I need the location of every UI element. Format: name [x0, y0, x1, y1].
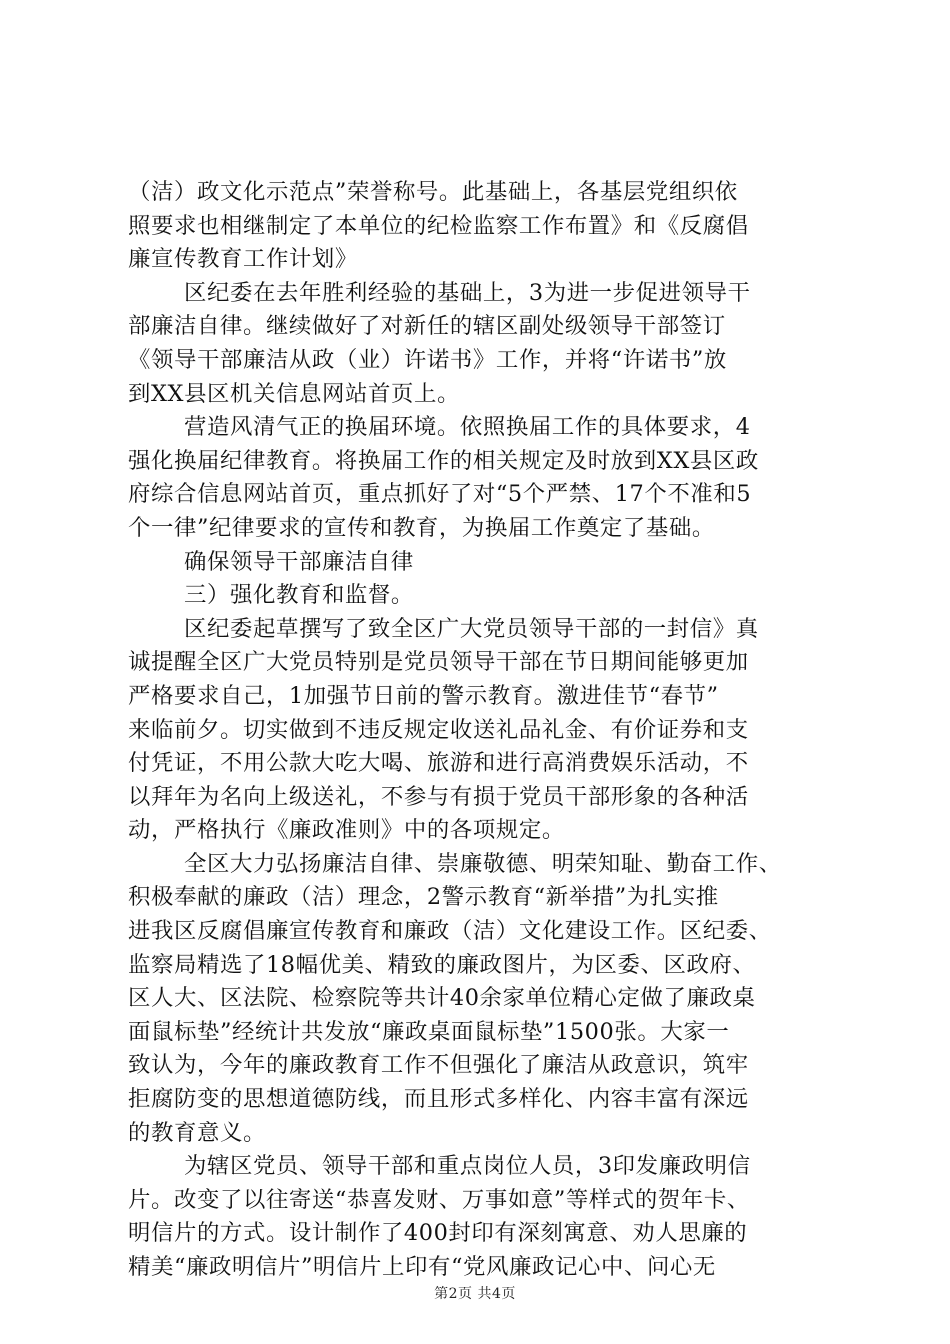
text-line: 区纪委在去年胜利经验的基础上，3为进一步促进领导干: [184, 279, 751, 306]
text-line: 积极奉献的廉政（洁）理念，2警示教育“新举措”为扎实推: [128, 884, 719, 911]
text-line: 明信片的方式。设计制作了400封印有深刻寓意、劝人思廉的: [128, 1220, 748, 1247]
text-line: 片。改变了以往寄送“恭喜发财、万事如意”等样式的贺年卡、: [128, 1186, 750, 1213]
text-line: （洁）政文化示范点”荣誉称号。此基础上，各基层党组织依: [128, 179, 738, 205]
text-line: 确保领导干部廉洁自律: [184, 548, 414, 575]
text-line: 拒腐防变的思想道德防线，而且形式多样化、内容丰富有深远: [128, 1086, 749, 1113]
document-body: [128, 176, 828, 1285]
text-line: 区纪委起草撰写了致全区广大党员领导干部的一封信》真: [184, 615, 759, 642]
text-line: 到XX县区机关信息网站首页上。: [128, 380, 460, 407]
text-line: 全区大力弘扬廉洁自律、崇廉敬德、明荣知耻、勤奋工作、: [184, 850, 782, 877]
text-line: 精美“廉政明信片”明信片上印有“党风廉政记心中、问心无: [128, 1254, 716, 1280]
text-line: 《领导干部廉洁从政（业）许诺书》工作，并将“许诺书”放: [128, 346, 727, 373]
text-line: 付凭证，不用公款大吃大喝、旅游和进行高消费娱乐活动，不: [128, 750, 749, 777]
text-line: 为辖区党员、领导干部和重点岗位人员，3印发廉政明信: [184, 1153, 751, 1180]
text-line: 区人大、区法院、检察院等共计40余家单位精心定做了廉政桌: [128, 985, 756, 1012]
text-line: 诚提醒全区广大党员特别是党员领导干部在节日期间能够更加: [128, 649, 749, 676]
text-line: 监察局精选了18幅优美、精致的廉政图片，为区委、区政府、: [128, 951, 756, 978]
text-line: 部廉洁自律。继续做好了对新任的辖区副处级领导干部签订: [128, 313, 726, 340]
text-line: 照要求也相继制定了本单位的纪检监察工作布置》和《反腐倡: [128, 212, 749, 239]
text-line: 廉宣传教育工作计划》: [128, 246, 358, 273]
text-line: 的教育意义。: [128, 1119, 266, 1146]
text-line: 以拜年为名向上级送礼，不参与有损于党员干部形象的各种活: [128, 783, 749, 810]
text-line: 面鼠标垫”经统计共发放“廉政桌面鼠标垫”1500张。大家一: [128, 1018, 730, 1045]
text-line: 动，严格执行《廉政准则》中的各项规定。: [128, 817, 565, 844]
text-line: 个一律”纪律要求的宣传和教育，为换届工作奠定了基础。: [128, 514, 715, 541]
text-line: 来临前夕。切实做到不违反规定收送礼品礼金、有价证券和支: [128, 716, 749, 743]
text-line: 强化换届纪律教育。将换届工作的相关规定及时放到XX县区政: [128, 447, 759, 474]
text-line: 致认为，今年的廉政教育工作不但强化了廉洁从政意识，筑牢: [128, 1052, 749, 1079]
text-line: 三）强化教育和监督。: [184, 582, 414, 609]
text-line: 进我区反腐倡廉宣传教育和廉政（洁）文化建设工作。区纪委、: [128, 918, 772, 945]
text-line: 严格要求自己，1加强节日前的警示教育。激进佳节“春节”: [128, 682, 719, 709]
text-line: 府综合信息网站首页，重点抓好了对“5个严禁、17个不准和5: [128, 481, 752, 508]
page-footer: 第2页 共4页: [434, 1286, 516, 1302]
text-line: 营造风清气正的换届环境。依照换届工作的具体要求，4: [184, 414, 751, 441]
